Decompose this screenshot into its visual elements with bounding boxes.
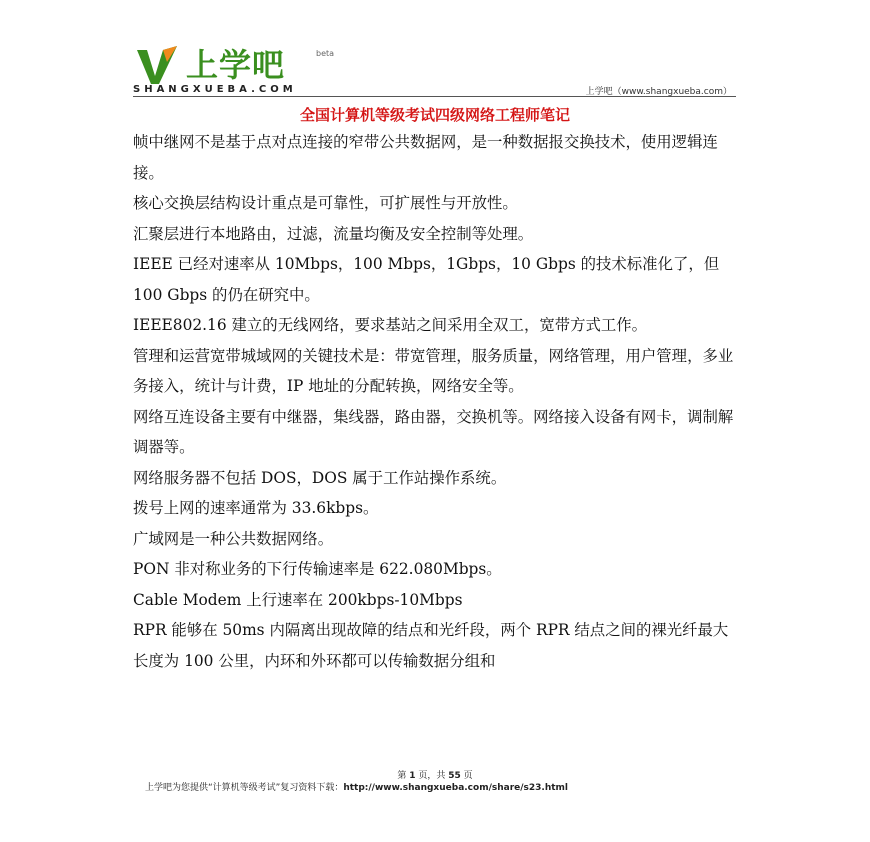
paragraph: 核心交换层结构设计重点是可靠性，可扩展性与开放性。 [133, 194, 518, 212]
document-body [133, 127, 739, 676]
paragraph: 帧中继网不是基于点对点连接的窄带公共数据网，是一种数据报交换技术，使用逻辑连接。 [133, 133, 718, 182]
paragraph: 广域网是一种公共数据网络。 [133, 529, 334, 548]
page-header [0, 0, 870, 100]
footer-link[interactable]: http://www.shangxueba.com/share/s23.html [343, 783, 569, 793]
footer-note-text: 上学吧为您提供“计算机等级考试”复习资料下载： [145, 783, 344, 793]
page-middle: 页，共 [418, 771, 446, 781]
logo-text: 上学吧 [186, 46, 286, 84]
header-divider [133, 96, 736, 97]
page-current: 1 [409, 771, 416, 781]
page-prefix: 第 [397, 771, 407, 781]
paragraph: RPR 能够在 50ms 内隔离出现故障的结点和光纤段，两个 RPR 结点之间的裸光纤最大长度为 100 公里，内环和外环都可以传输数据分组和 [133, 621, 729, 670]
paragraph: 管理和运营宽带城域网的关键技术是：带宽管理，服务质量，网络管理，用户管理，多业务接入，统计与计费，IP 地址的分配转换，网络安全等。 [133, 346, 734, 395]
paragraph: IEEE802.16 建立的无线网络，要求基站之间采用全双工，宽带方式工作。 [133, 316, 648, 334]
paragraph: 网络服务器不包括 DOS，DOS 属于工作站操作系统。 [133, 468, 507, 487]
paragraph: Cable Modem 上行速率在 200kbps-10Mbps [133, 590, 463, 609]
paragraph: 网络互连设备主要有中继器，集线器，路由器，交换机等。网络接入设备有网卡，调制解调器等。 [133, 407, 734, 456]
logo-beta: beta [316, 49, 335, 58]
logo-subtitle: SHANGXUEBA.COM [133, 84, 297, 95]
page-suffix: 页 [463, 771, 473, 781]
document-title: 全国计算机等级考试四级网络工程师笔记 [299, 106, 570, 124]
page-total: 55 [448, 771, 461, 781]
footer-note [145, 780, 568, 793]
paragraph: 汇聚层进行本地路由，过滤，流量均衡及安全控制等处理。 [133, 224, 534, 243]
paragraph: PON 非对称业务的下行传输速率是 622.080Mbps。 [133, 560, 502, 578]
logo-leaf-icon [133, 42, 183, 86]
site-tag: 上学吧（www.shangxueba.com） [585, 87, 732, 97]
paragraph: IEEE 已经对速率从 10Mbps，100 Mbps，1Gbps，10 Gbps 的技术标准化了，但 100 Gbps 的仍在研究中。 [133, 255, 720, 304]
paragraph: 拨号上网的速率通常为 33.6kbps。 [133, 499, 379, 517]
